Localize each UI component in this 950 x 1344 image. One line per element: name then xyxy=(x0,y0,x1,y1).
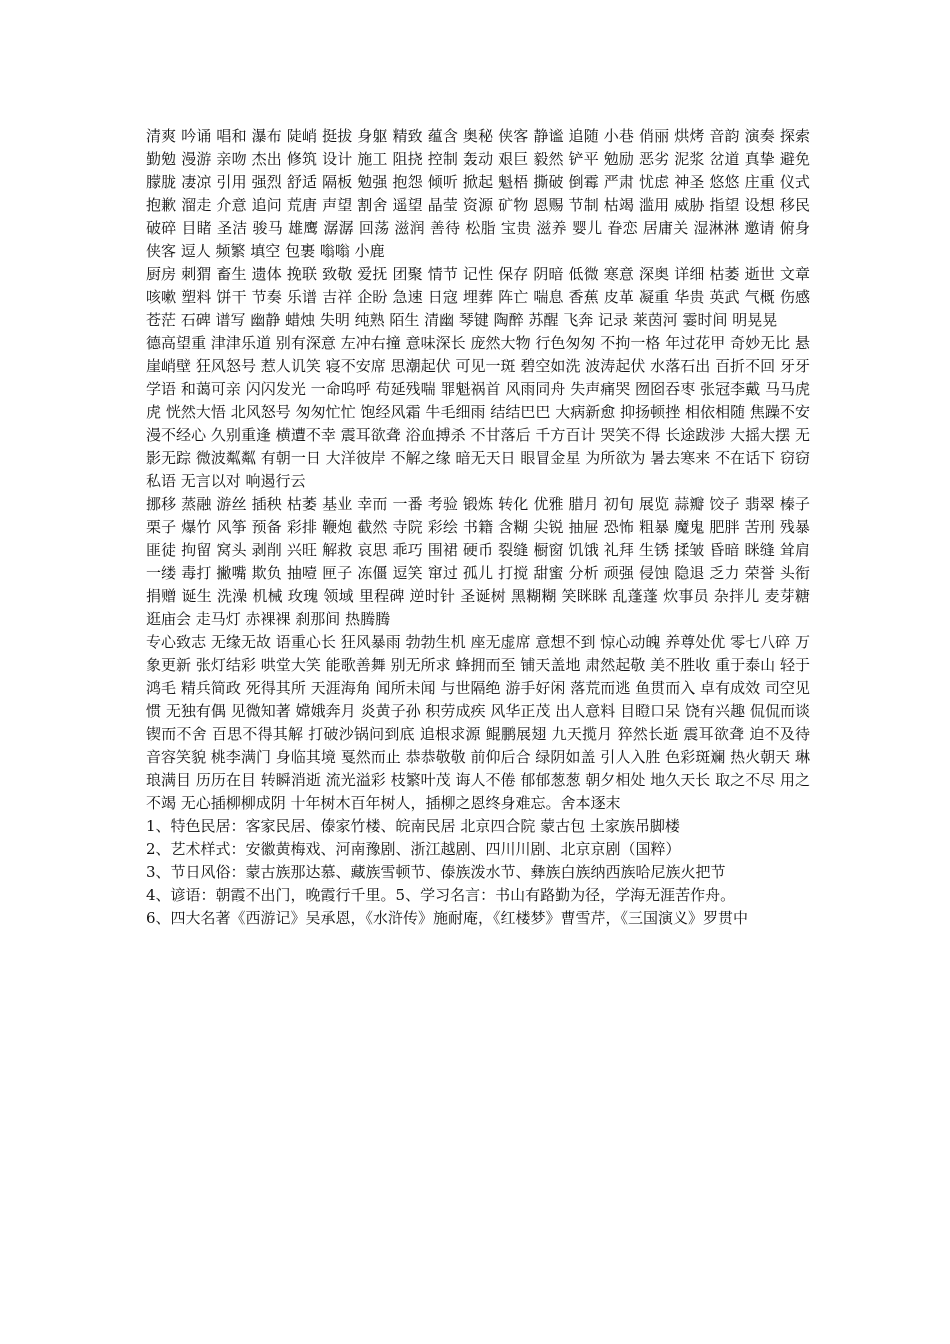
list-item-proverbs: 4、谚语：朝霞不出门，晚霞行千里。5、学习名言：书山有路勤为径，学海无涯苦作舟。 xyxy=(146,886,736,904)
list-item-classics: 6、四大名著《西游记》吴承恩，《水浒传》施耐庵，《红楼梦》曹雪芹，《三国演义》罗贯中 xyxy=(146,909,749,927)
word-list-paragraph-3: 挪移 蒸融 游丝 插秧 枯萎 基业 幸而 一番 考验 锻炼 转化 优雅 腊月 初旬 展览 蒜瓣 饺子 翡翠 榛子 栗子 爆竹 风筝 预备 彩排 鞭炮 截然 寺院 彩绘 书籍 含糊 尖锐 抽屉 恐怖 粗暴 魔鬼 肥胖 苦刑 残暴 匪徒 拘留 窝头 剥削 兴旺 解救 哀思 乖巧 围裙 硬币 裂缝 橱窗 饥饿 礼拜 生锈 揉皱 昏暗 眯缝 耸肩 一缕 毒打 撇嘴 欺负 抽噎 匣子 冻僵 逗笑 窜过 孤儿 打搅 甜蜜 分析 顽强 侵蚀 隐退 乏力 荣誉 头衔 捐赠 诞生 洗澡 机械 玫瑰 领域 里程碑 逆时针 圣诞树 黑糊糊 笑眯眯 乱蓬蓬 炊事员 杂拌儿 麦芽糖 逛庙会 走马灯 赤裸裸 刹那间 热腾腾 xyxy=(146,495,810,628)
document-page xyxy=(146,125,810,930)
list-item-residences: 1、特色民居：客家民居、傣家竹楼、皖南民居 北京四合院 蒙古包 土家族吊脚楼 xyxy=(146,817,680,835)
word-list-paragraph-2: 厨房 刺猬 畜生 遗体 挽联 致敬 爱抚 团聚 情节 记性 保存 阴暗 低微 寒意 深奥 详细 枯萎 逝世 文章 咳嗽 塑料 饼干 节奏 乐谱 吉祥 企盼 急速 日寇 埋葬 阵亡 喘息 香蕉 皮革 凝重 华贵 英武 气概 伤感 苍茫 石碑 谱写 幽静 蜡烛 失明 纯熟 陌生 清幽 琴键 陶醉 苏醒 飞奔 记录 莱茵河 霎时间 明晃晃 xyxy=(146,265,810,329)
idiom-list-paragraph-1: 德高望重 津津乐道 别有深意 左冲右撞 意味深长 庞然大物 行色匆匆 不拘一格 年过花甲 奇妙无比 悬崖峭壁 狂风怒号 惹人讥笑 寝不安席 思潮起伏 可见一斑 碧空如洗 波涛起伏 水落石出 百折不回 牙牙学语 和蔼可亲 闪闪发光 一命呜呼 苟延残喘 罪魁祸首 风雨同舟 失声痛哭 囫囵吞枣 张冠李戴 马马虎虎 恍然大悟 北风怒号 匆匆忙忙 饱经风霜 牛毛细雨 结结巴巴 大病新愈 抑扬顿挫 相依相随 焦躁不安 漫不经心 久别重逢 横遭不幸 震耳欲聋 浴血搏杀 不甘落后 千方百计 哭笑不得 长途跋涉 大摇大摆 无影无踪 微波粼粼 有朝一日 大洋彼岸 不解之缘 暗无天日 眼冒金星 为所欲为 暑去寒来 不在话下 窃窃私语 无言以对 响遏行云 xyxy=(146,334,810,490)
word-list-paragraph-1: 清爽 吟诵 唱和 瀑布 陡峭 挺拔 身躯 精致 蕴含 奥秘 侠客 静谧 追随 小巷 俏丽 烘烤 音韵 演奏 探索 勤勉 漫游 亲吻 杰出 修筑 设计 施工 阻挠 控制 轰动 艰巨 毅然 铲平 勉励 恶劣 泥浆 岔道 真挚 避免 朦胧 凄凉 引用 强烈 舒适 隔板 勉强 抱怨 倾听 掀起 魁梧 撕破 倒霉 严肃 忧虑 神圣 悠悠 庄重 仪式 抱歉 溜走 介意 追问 荒唐 声望 割舍 遥望 晶莹 资源 矿物 恩赐 节制 枯竭 滥用 威胁 指望 设想 移民 破碎 目睹 圣洁 骏马 雄鹰 潺潺 回荡 滋润 善待 松脂 宝贵 滋养 婴儿 眷恋 居庸关 湿淋淋 邀请 俯身 侠客 逗人 频繁 填空 包裹 嗡嗡 小鹿 xyxy=(146,127,810,260)
list-item-operas: 2、艺术样式：安徽黄梅戏、河南豫剧、浙江越剧、四川川剧、北京京剧（国粹） xyxy=(146,840,681,858)
idiom-list-paragraph-2: 专心致志 无缘无故 语重心长 狂风暴雨 勃勃生机 座无虚席 意想不到 惊心动魄 养尊处优 零七八碎 万象更新 张灯结彩 哄堂大笑 能歌善舞 别无所求 蜂拥而至 铺天盖地 肃然起敬 美不胜收 重于泰山 轻于鸿毛 精兵简政 死得其所 天涯海角 闻所未闻 与世隔绝 游手好闲 落荒而逃 鱼贯而入 卓有成效 司空见惯 无独有偶 见微知著 嫦娥奔月 炎黄子孙 积劳成疾 风华正茂 出人意料 目瞪口呆 饶有兴趣 侃侃而谈 锲而不舍 百思不得其解 打破沙锅问到底 追根求源 鲲鹏展翅 九天揽月 猝然长逝 震耳欲聋 迫不及待 音容笑貌 桃李满门 身临其境 戛然而止 恭恭敬敬 前仰后合 绿阴如盖 引人入胜 色彩斑斓 热火朝天 琳琅满目 历历在目 转瞬消逝 流光溢彩 枝繁叶茂 诲人不倦 郁郁葱葱 朝夕相处 地久天长 取之不尽 用之不竭 无心插柳柳成阴 十年树木百年树人，插柳之恩终身难忘。舍本逐末 xyxy=(146,633,810,812)
list-item-festivals: 3、节日风俗：蒙古族那达慕、藏族雪顿节、傣族泼水节、彝族白族纳西族哈尼族火把节 xyxy=(146,863,726,881)
